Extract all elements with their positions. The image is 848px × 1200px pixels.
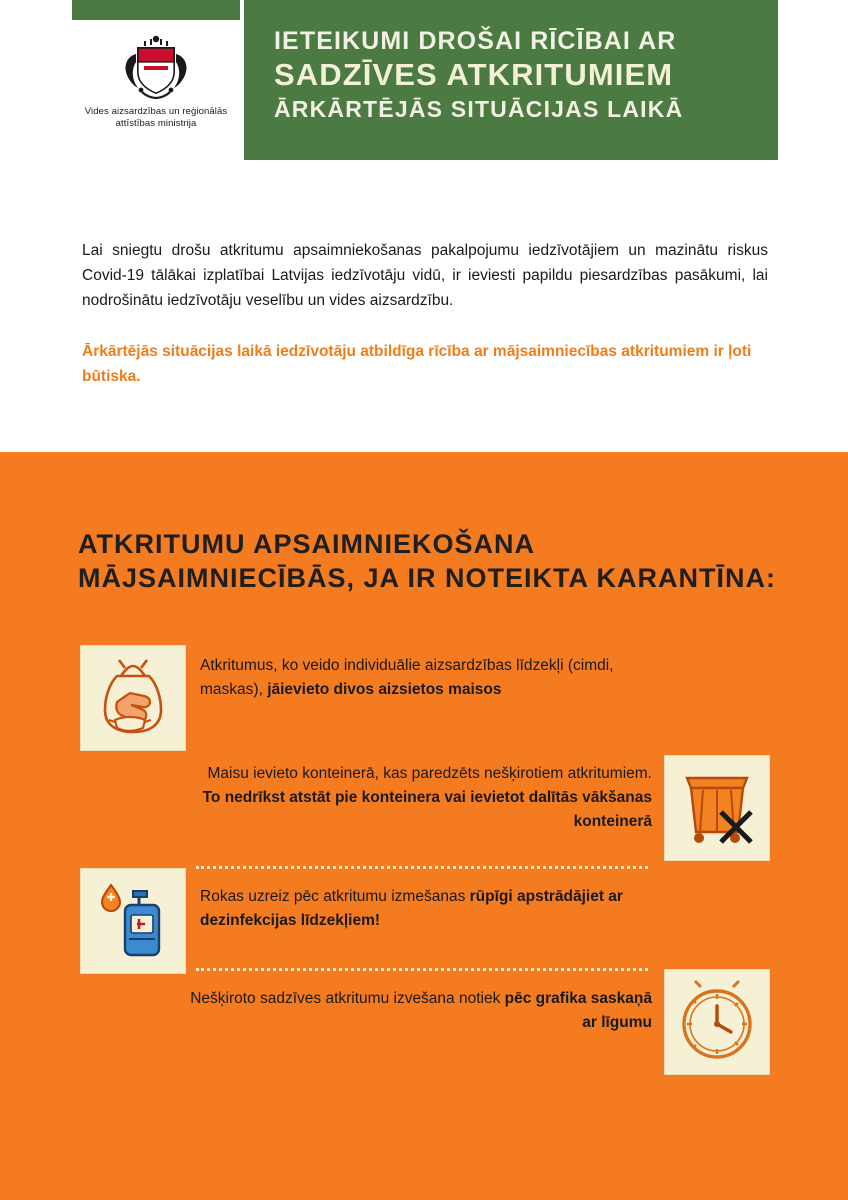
- waste-bag-icon: [80, 645, 186, 751]
- item-1-text: [200, 654, 630, 702]
- section-heading-line-1: ATKRITUMU APSAIMNIEKOŠANA: [78, 529, 535, 559]
- waste-container-crossed-icon: [664, 755, 770, 861]
- item-1-text-bold: jāievieto divos aizsietos maisos: [267, 681, 502, 698]
- item-separator-1: [196, 866, 648, 869]
- page-header: [0, 0, 848, 172]
- clock-icon: [664, 969, 770, 1075]
- recommendations-section: [0, 452, 848, 1200]
- item-4-text-normal: Nešķiroto sadzīves atkritumu izvešana notiek: [190, 990, 505, 1007]
- page-title-line-3: ĀRKĀRTĒJĀS SITUĀCIJAS LAIKĀ: [274, 96, 684, 122]
- item-4-text: [190, 987, 652, 1035]
- section-heading: [78, 527, 798, 595]
- header-green-bar-left: [72, 0, 240, 20]
- ministry-branding: [72, 20, 240, 130]
- item-1-text-normal: Atkritumus, ko veido individuālie aizsardzības līdzekļi (cimdi, maskas),: [200, 657, 614, 698]
- item-3-text-bold: rūpīgi apstrādājiet ar dezinfekcijas līdzekļiem!: [200, 888, 623, 929]
- item-2-text: [190, 762, 652, 834]
- item-3-text: [200, 885, 640, 933]
- page-title-line-2: SADZĪVES ATKRITUMIEM: [274, 57, 674, 92]
- item-separator-2: [196, 968, 648, 971]
- latvia-coat-of-arms-icon: [114, 32, 198, 100]
- intro-highlight: Ārkārtējās situācijas laikā iedzīvotāju atbildīga rīcība ar mājsaimniecības atkritumiem ir ļoti būtiska.: [82, 343, 752, 385]
- ministry-name: Vides aizsardzības un reģionālās attīstības ministrija: [84, 106, 228, 129]
- item-4-text-bold: pēc grafika saskaņā ar līgumu: [504, 990, 652, 1031]
- hand-sanitizer-icon: [80, 868, 186, 974]
- intro-block: [82, 238, 768, 389]
- header-title-group: [274, 26, 774, 123]
- intro-paragraph: Lai sniegtu drošu atkritumu apsaimniekošanas pakalpojumu iedzīvotājiem un mazinātu riskus Covid-19 tālākai izplatībai Latvijas iedzīvotāju vidū, ir ieviesti papildu piesardzības pasākumi, lai nodrošinātu iedzīvotāju veselību un vides aizsardzību.: [82, 242, 768, 309]
- item-2-text-bold: To nedrīkst atstāt pie konteinera vai ievietot dalītās vākšanas konteinerā: [202, 789, 652, 830]
- item-3-text-normal: Rokas uzreiz pēc atkritumu izmešanas: [200, 888, 470, 905]
- item-2-text-normal: Maisu ievieto konteinerā, kas paredzēts nešķirotiem atkritumiem.: [207, 765, 652, 782]
- page-title-line-1: IETEIKUMI DROŠAI RĪCĪBAI AR: [274, 27, 677, 55]
- section-heading-line-2: MĀJSAIMNIECĪBĀS, JA IR NOTEIKTA KARANTĪNA:: [78, 563, 777, 593]
